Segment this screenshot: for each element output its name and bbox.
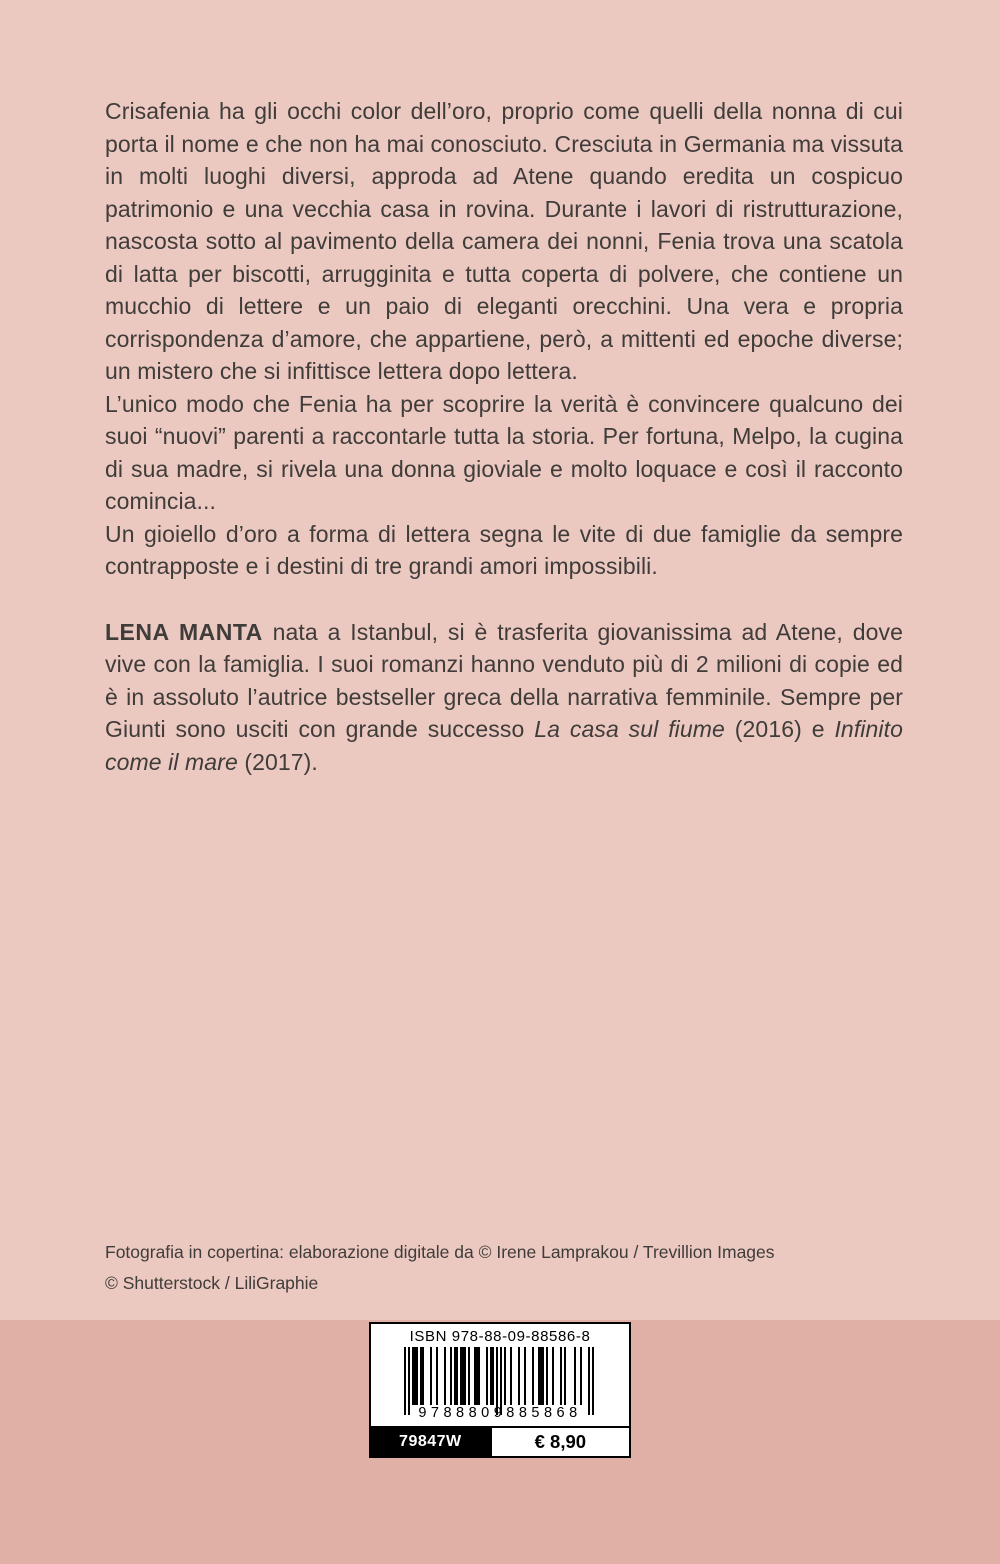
author-name: LENA MANTA xyxy=(105,618,263,645)
isbn-barcode-block xyxy=(369,1322,631,1458)
synopsis-paragraph-2: L’unico modo che Fenia ha per scoprire la verità è convincere qualcuno dei suoi “nuovi” parenti a raccontarle tutta la storia. Per fortuna, Melpo, la cugina di sua madre, si rivela una donna gioviale e molto loquace e così il racconto comincia... xyxy=(105,390,903,514)
price: € 8,90 xyxy=(490,1428,629,1456)
isbn-label: ISBN 978-88-09-88586-8 xyxy=(409,1328,591,1345)
photo-credit-line-1: Fotografia in copertina: elaborazione digitale da © Irene Lamprakou / Trevillion Images xyxy=(105,1242,775,1262)
price-row xyxy=(369,1428,631,1458)
barcode-area xyxy=(404,1347,596,1423)
author-bio xyxy=(105,616,903,779)
book-title-1: La casa sul fiume xyxy=(534,716,725,742)
synopsis-paragraph-1: Crisafenia ha gli occhi color dell’oro, proprio come quelli della nonna di cui porta il nome e che non ha mai conosciuto. Cresciuta in Germania ma vissuta in molti luoghi diversi, approda ad Atene quando eredita un cospicuo patrimonio e una vecchia casa in rovina. Durante i lavori di ristrutturazione, nascosta sotto al pavimento della camera dei nonni, Fenia trova una scatola di latta per biscotti, arrugginita e tutta coperta di polvere, che contiene un mucchio di lettere e un paio di eleganti orecchini. Una vera e propria corrispondenza d’amore, che appartiene, però, a mittenti ed epoche diverse; un mistero che si infittisce lettera dopo lettera. xyxy=(105,98,903,384)
author-bio-text-2: (2016) e xyxy=(724,716,835,742)
product-code: 79847W xyxy=(371,1428,490,1456)
book-title-2: Infinito come il mare xyxy=(105,716,904,775)
author-bio-text-1: nata a Istanbul, si è trasferita giovanissima ad Atene, dove vive con la famiglia. I suoi romanzi hanno venduto più di 2 milioni di copie ed è in assoluto l’autrice bestseller greca della narrativa femminile. Sempre per Giunti sono usciti con grande successo xyxy=(105,618,903,742)
isbn-barcode-box xyxy=(369,1322,631,1428)
barcode-digits: 9788809885868 xyxy=(418,1405,582,1421)
author-bio-text-3: (2017). xyxy=(237,748,318,775)
synopsis-paragraph-3: Un gioiello d’oro a forma di lettera segna le vite di due famiglie da sempre contrapposte e i destini di tre grandi amori impossibili. xyxy=(105,520,903,579)
photo-credits xyxy=(105,1237,925,1299)
back-cover-copy xyxy=(105,95,903,778)
photo-credit-line-2: © Shutterstock / LiliGraphie xyxy=(105,1273,319,1293)
